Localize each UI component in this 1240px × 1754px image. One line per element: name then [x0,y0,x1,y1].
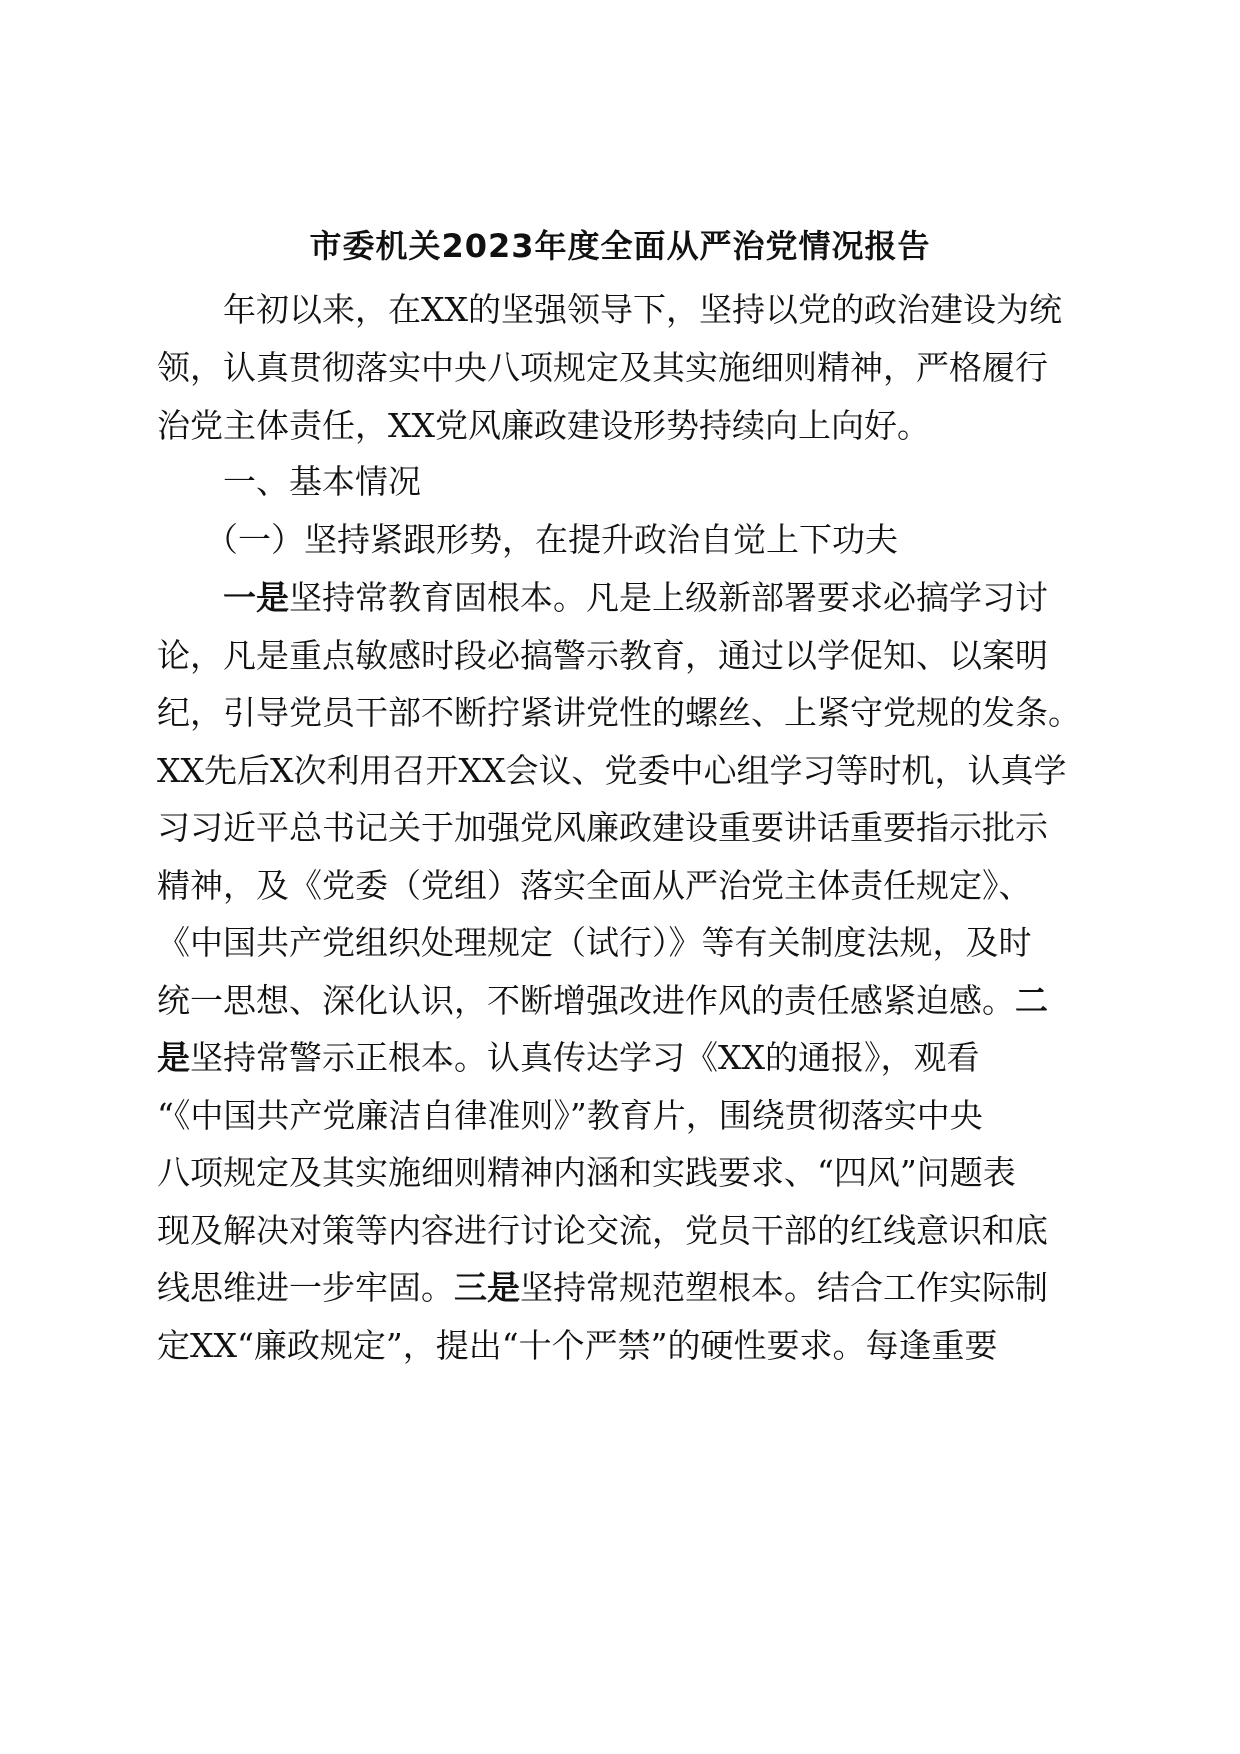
bold-lead: 一是 [223,578,289,617]
line-text: 八项规定及其实施细则精神内涵和实践要求、“四风”问题表 [157,1153,1016,1192]
line-text: （一）坚持紧跟形势，在提升政治自觉上下功夫 [205,520,898,559]
line-text: 《中国共产党组织处理规定（试行）》等有关制度法规，及时 [157,923,1032,962]
line-text: 习习近平总书记关于加强党风廉政建设重要讲话重要指示批示 [157,808,1048,847]
paragraph-line [157,404,930,448]
paragraph-line [157,1209,1048,1253]
line-text: 年初以来，在XX的坚强领导下，坚持以党的政治建设为统 [223,290,1062,329]
line-text: 精神，及《党委（党组）落实全面从严治党主体责任规定》、 [157,866,1032,905]
line-text: 统一思想、深化认识，不断增强改进作风的责任感紧迫感。 [157,981,1015,1020]
paragraph-line [157,1151,1016,1195]
line-text: XX先后X次利用召开XX会议、党委中心组学习等时机，认真学 [157,751,1067,790]
paragraph-line [157,979,1048,1023]
line-text: 纪，引导党员干部不断拧紧讲党性的螺丝、上紧守党规的发条。 [157,693,1081,732]
paragraph-line [157,346,1048,390]
paragraph-line [223,576,1048,620]
bold-lead: 二 [1015,981,1048,1020]
line-text: 坚持常警示正根本。认真传达学习《XX的通报》，观看 [190,1038,980,1077]
line-text: 一、基本情况 [223,462,421,501]
paragraph-line [157,1094,983,1138]
paragraph-line [157,691,1081,735]
paragraph-line [157,1266,1048,1310]
paragraph-line [157,1324,997,1368]
line-text: 坚持常教育固根本。凡是上级新部署要求必搞学习讨 [289,578,1048,617]
paragraph-line [157,806,1048,850]
paragraph-line [223,288,1062,332]
line-text: 定XX“廉政规定”，提出“十个严禁”的硬性要求。每逢重要 [157,1326,998,1365]
section-heading [223,460,421,504]
line-text: 治党主体责任，XX党风廉政建设形势持续向上向好。 [157,406,930,445]
line-text: 论，凡是重点敏感时段必搞警示教育，通过以学促知、以案明 [157,636,1048,675]
subsection-heading [205,518,898,562]
bold-lead: 三是 [454,1268,520,1307]
paragraph-line [157,921,1032,965]
line-text: 坚持常规范塑根本。结合工作实际制 [520,1268,1048,1307]
paragraph-line [157,1036,980,1080]
line-text: 领，认真贯彻落实中央八项规定及其实施细则精神，严格履行 [157,348,1048,387]
line-text: 线思维进一步牢固。 [157,1268,454,1307]
line-text: “《中国共产党廉洁自律准则》”教育片，围绕贯彻落实中央 [157,1096,983,1135]
document-title: 市委机关2023年度全面从严治党情况报告 [309,227,931,265]
paragraph-line [157,864,1032,908]
line-text: 现及解决对策等内容进行讨论交流，党员干部的红线意识和底 [157,1211,1048,1250]
bold-lead: 是 [157,1038,190,1077]
paragraph-line [157,634,1048,678]
paragraph-line [157,749,1066,793]
